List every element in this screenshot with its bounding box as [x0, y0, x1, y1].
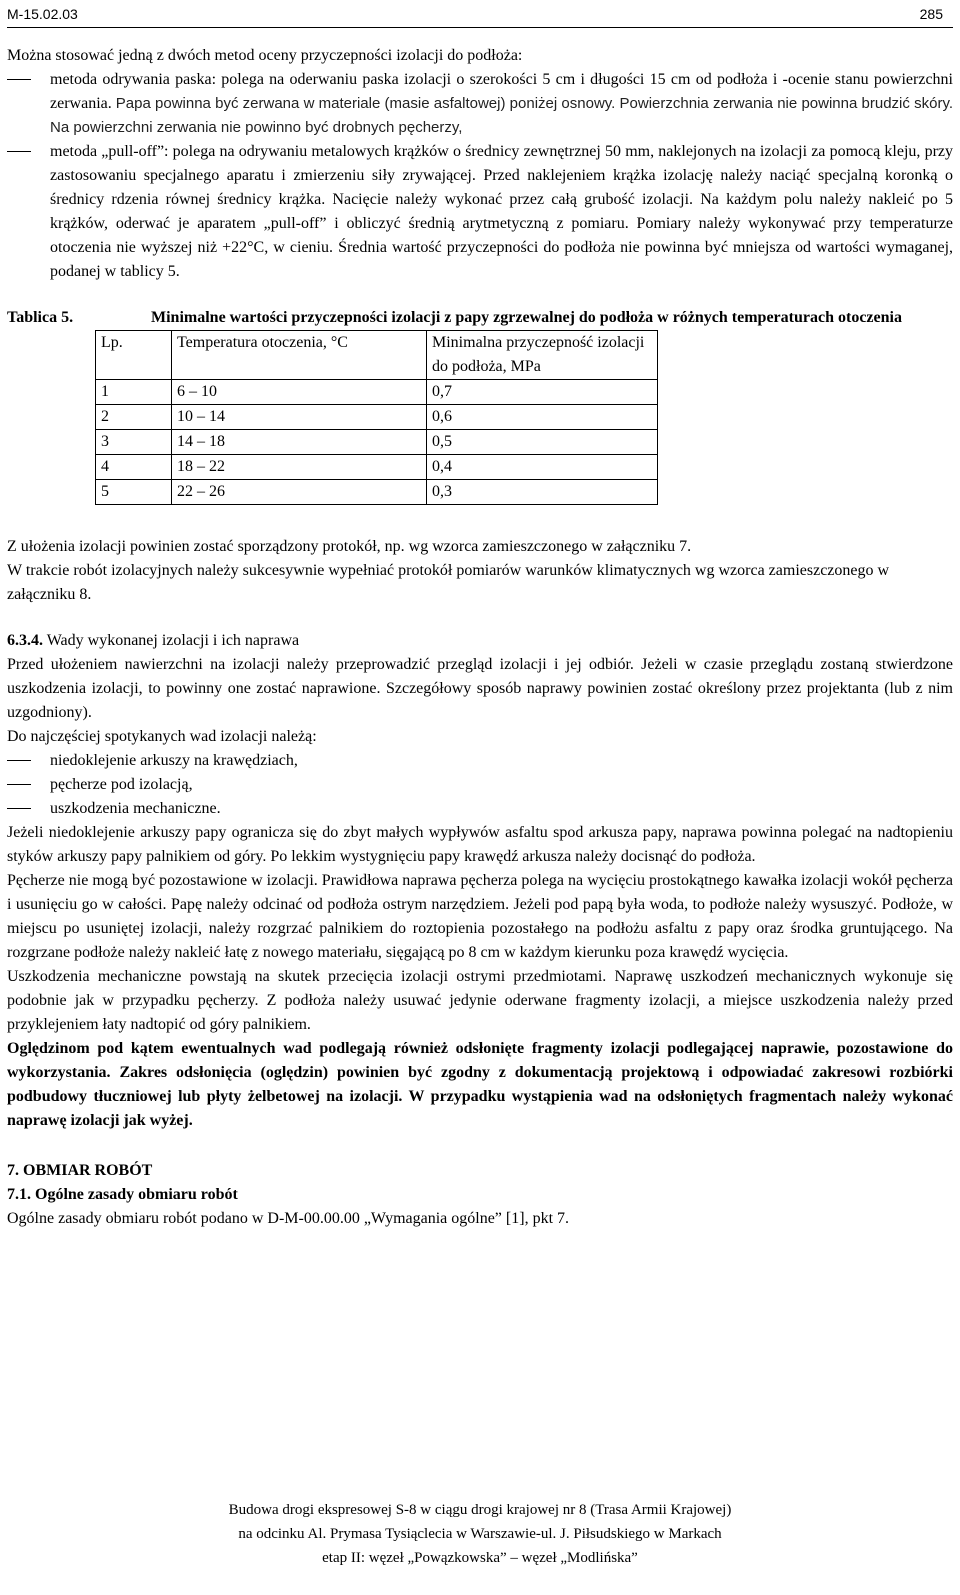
section-634-title: Wady wykonanej izolacji i ich naprawa — [46, 632, 300, 649]
section-71-text: Ogólne zasady obmiaru robót podano w D-M-00.00.00 „Wymagania ogólne” [1], pkt 7. — [7, 1210, 570, 1227]
table-cell: 0,7 — [427, 380, 658, 405]
section-634-paragraph: Uszkodzenia mechaniczne powstają na skutek przecięcia izolacji ostrymi przedmiotami. Naprawę uszkodzeń mechanicznych wykonuje się podobnie jak w przypadku pęcherzy. Z podłoża należy usuwać jedynie oderwane fragmenty izolacji, a miejsce uszkodzenia należy przed przyklejeniem łaty nadtopić od góry palnikiem. — [7, 968, 953, 1033]
header-cell-adhesion: Minimalna przyczepność izolacji do podłoża, MPa — [427, 331, 658, 380]
method-strip-text: metoda odrywania paska: polega na oderwaniu paska izolacji o szerokości 5 cm i długości 15 cm od podłoża i -ocenie stanu powierzchni zerwania. — [50, 71, 953, 112]
table-row — [96, 405, 658, 430]
table-row — [96, 380, 658, 405]
table-cell: 0,4 — [427, 455, 658, 480]
table-cell: 14 – 18 — [172, 430, 427, 455]
spacer — [7, 1133, 953, 1159]
table-cell: 0,5 — [427, 430, 658, 455]
section-634-paragraph: Przed ułożeniem nawierzchni na izolacji należy przeprowadzić przegląd izolacji i jej odbiór. Jeżeli w czasie przeglądu zostaną stwierdzone uszkodzenia izolacji, to powinny one zostać naprawione. Szczegółowy sposób naprawy powinien zostać określony przez projektanta (lub z nim uzgodniony). — [7, 656, 953, 721]
defect-list-item: niedoklejenie arkuszy na krawędziach, — [7, 749, 953, 773]
table-label: Tablica 5. — [7, 309, 74, 326]
table-row — [96, 480, 658, 505]
method-pulloff-text-5: Średnia wartość przyczepności do podłoża nie powinna być mniejsza od wartości wymaganej, podanej w tablicy 5. — [50, 239, 954, 280]
table-cell: 5 — [96, 480, 172, 505]
footer-line: Budowa drogi ekspresowej S-8 w ciągu drogi krajowej nr 8 (Trasa Armii Krajowej) — [228, 1502, 732, 1518]
method-pulloff-text: metoda „pull-off”: polega na odrywaniu metalowych krążków o średnicy zewnętrznej 50 mm, naklejonych na izolacji za pomocą kleju, przy zastosowaniu specjalnego aparatu i zmierzeniu siły zrywającej. — [50, 143, 953, 184]
defect-list-item: uszkodzenia mechaniczne. — [7, 797, 953, 821]
table-cell: 22 – 26 — [172, 480, 427, 505]
table-cell: 10 – 14 — [172, 405, 427, 430]
footer-line: na odcinku Al. Prymasa Tysiąclecia w Warszawie-ul. J. Piłsudskiego w Markach — [238, 1526, 722, 1542]
intro-text: Można stosować jedną z dwóch metod oceny przyczepności izolacji do podłoża: — [7, 47, 523, 64]
table-cell: 1 — [96, 380, 172, 405]
table-cell: 6 – 10 — [172, 380, 427, 405]
section-634-paragraph: Jeżeli niedoklejenie arkuszy papy ogranicza się do zbyt małych wypływów asfaltu spod arkusza papy, naprawa powinna polegać na nadtopieniu styków arkuszy papy palnikiem od góry. Po lekkim wystygnięciu papy krawędź arkusza należy docisnąć do podłoża. — [7, 824, 953, 865]
header-cell-lp: Lp. — [96, 331, 172, 380]
adhesion-table — [95, 330, 658, 505]
section-634-paragraph: Pęcherze nie mogą być pozostawione w izolacji. Prawidłowa naprawa pęcherza polega na wycięciu prostokątnego kawałka izolacji wokół pęcherza i usunięciu go w całości. Papę należy odcinać od podłoża ostrym narzędziem. Jeżeli pod papą była woda, to podłoże należy wysuszyć. Podłoże, w miejscu po usuniętej izolacji, należy rozgrzać palnikiem do roztopienia pozostałego na podłożu asfaltu z papy oraz środka gruntującego. Na rozgrzane podłoże należy nakleić łatę z nowego materiału, sięgającą po 8 cm w każdym kierunku poza krawędź wycięcia. — [7, 872, 953, 961]
bold-paragraph-text: Oględzinom pod kątem ewentualnych wad podlegają również odsłonięte fragmenty izolacji podlegającej naprawie, pozostawione do wykorzystania. Zakres odsłonięcia (oględzin) powinien być zgodny z dokumentacją projektową i odpowiadać zakresowi rozbiórki podbudowy tłuczniowej lub płyty żelbetowej na izolacji. W przypadku wystąpienia wad na odsłoniętych fragmentach należy wykonać naprawę izolacji jak wyżej. — [7, 1040, 953, 1129]
method-pulloff-text-2: Przed naklejeniem krążka izolację należy naciąć specjalną koronką o średnicy rdzenia równej średnicy krążka. Nacięcie należy wykonać przez całą grubość izolacji. — [50, 167, 953, 208]
section-71-title: 7.1. Ogólne zasady obmiaru robót — [7, 1186, 238, 1203]
table-cell: 2 — [96, 405, 172, 430]
section-634-number: 6.3.4. — [7, 632, 43, 649]
document-code: M-15.02.03 — [7, 6, 78, 22]
section-7-title: 7. OBMIAR ROBÓT — [7, 1162, 153, 1179]
page-content — [7, 44, 953, 1231]
protocol-text: Z ułożenia izolacji powinien zostać sporządzony protokół, np. wg wzorca zamieszczonego w załączniku 7. — [7, 538, 692, 555]
section-7-heading — [7, 1159, 953, 1183]
table-cell: 3 — [96, 430, 172, 455]
spacer — [7, 607, 953, 629]
header-cell-temperature: Temperatura otoczenia, °C — [172, 331, 427, 380]
method-strip-text-2: Papa powinna być zerwana w materiale (masie asfaltowej) poniżej osnowy. Powierzchnia zerwania nie powinna brudzić skóry. — [115, 95, 953, 112]
table-title: Minimalne wartości przyczepności izolacji z papy zgrzewalnej do podłoża w różnych temperaturach otoczenia — [151, 309, 902, 326]
section-634-defects-intro: Do najczęściej spotykanych wad izolacji należą: — [7, 728, 317, 745]
spacer — [7, 284, 953, 306]
page-footer — [0, 1498, 960, 1570]
table-cell: 0,6 — [427, 405, 658, 430]
climate-protocol-text: W trakcie robót izolacyjnych należy sukcesywnie wypełniać protokół pomiarów warunków klimatycznych wg wzorca zamieszczonego w załączniku 8. — [7, 562, 890, 603]
table-caption — [7, 306, 953, 330]
defect-list-item: pęcherze pod izolacją, — [7, 773, 953, 797]
spacer — [7, 505, 953, 535]
table-cell: 0,3 — [427, 480, 658, 505]
table-row — [96, 455, 658, 480]
method-pulloff-item — [7, 140, 953, 284]
page-number: 285 — [919, 6, 943, 22]
method-pulloff-text-4: Pomiary należy wykonywać przy temperaturze otoczenia nie wyższej niż +22°C, w cieniu. — [50, 215, 953, 256]
page-header — [7, 5, 953, 28]
section-71-heading — [7, 1183, 953, 1207]
section-634-bold-paragraph — [7, 1037, 953, 1133]
table-cell: 18 – 22 — [172, 455, 427, 480]
footer-line: etap II: węzeł „Powązkowska” – węzeł „Modlińska” — [322, 1550, 638, 1566]
table-row — [96, 430, 658, 455]
table-header-row — [96, 331, 658, 380]
method-pulloff-text-3: Na każdym polu należy nakleić po 5 krążków, oderwać je aparatem „pull-off” i obliczyć średnią arytmetyczną z pomiaru. — [50, 191, 953, 232]
method-strip-text-3: Na powierzchni zerwania nie powinno być drobnych pęcherzy, — [50, 119, 463, 136]
method-strip-item — [7, 68, 953, 140]
table-cell: 4 — [96, 455, 172, 480]
section-634-heading — [7, 629, 953, 653]
